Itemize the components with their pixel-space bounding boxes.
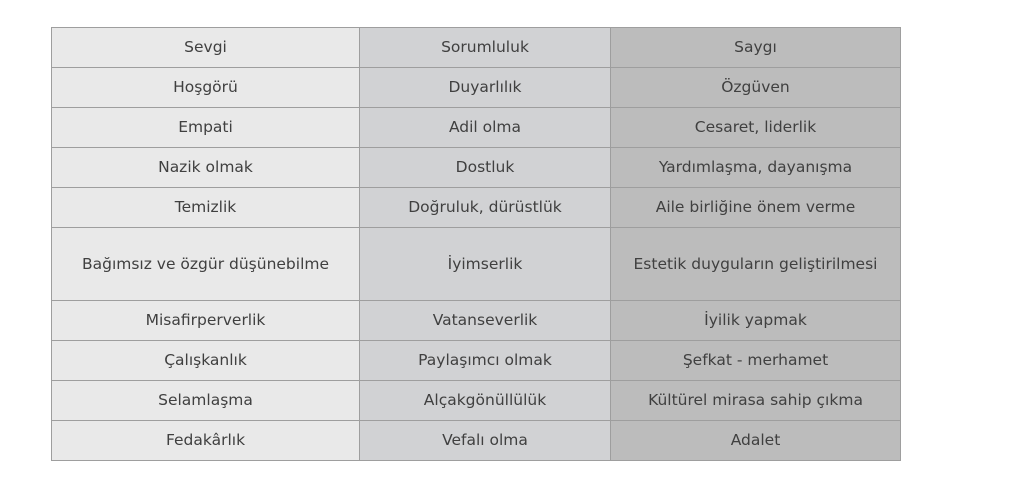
table-row (52, 108, 901, 148)
table-row (52, 301, 901, 341)
table-cell: Kültürel mirasa sahip çıkma (611, 381, 901, 421)
table-cell: Estetik duyguların geliştirilmesi (611, 228, 901, 301)
table-cell: Şefkat - merhamet (611, 341, 901, 381)
table-cell: Misafirperverlik (52, 301, 360, 341)
table-cell: İyimserlik (360, 228, 611, 301)
table-cell: Adalet (611, 421, 901, 461)
table-cell: Dostluk (360, 148, 611, 188)
table-cell: İyilik yapmak (611, 301, 901, 341)
table-row (52, 188, 901, 228)
table-cell: Vatanseverlik (360, 301, 611, 341)
table-cell: Saygı (611, 28, 901, 68)
table-cell: Empati (52, 108, 360, 148)
table-cell: Vefalı olma (360, 421, 611, 461)
table-cell: Alçakgönüllülük (360, 381, 611, 421)
table-row (52, 148, 901, 188)
table-cell: Sorumluluk (360, 28, 611, 68)
table-cell: Yardımlaşma, dayanışma (611, 148, 901, 188)
table-cell: Doğruluk, dürüstlük (360, 188, 611, 228)
table-cell: Fedakârlık (52, 421, 360, 461)
table-row (52, 68, 901, 108)
table-cell: Özgüven (611, 68, 901, 108)
table-cell: Hoşgörü (52, 68, 360, 108)
table-row (52, 421, 901, 461)
table-cell: Selamlaşma (52, 381, 360, 421)
table-cell: Sevgi (52, 28, 360, 68)
table-cell: Paylaşımcı olmak (360, 341, 611, 381)
table-cell: Aile birliğine önem verme (611, 188, 901, 228)
table-cell: Temizlik (52, 188, 360, 228)
table-cell: Bağımsız ve özgür düşünebilme (52, 228, 360, 301)
table-row (52, 28, 901, 68)
table-row (52, 341, 901, 381)
table-cell: Nazik olmak (52, 148, 360, 188)
table-cell: Duyarlılık (360, 68, 611, 108)
table-cell: Cesaret, liderlik (611, 108, 901, 148)
table-row (52, 381, 901, 421)
table-cell: Çalışkanlık (52, 341, 360, 381)
table-row (52, 228, 901, 301)
values-table (51, 27, 901, 461)
table-cell: Adil olma (360, 108, 611, 148)
